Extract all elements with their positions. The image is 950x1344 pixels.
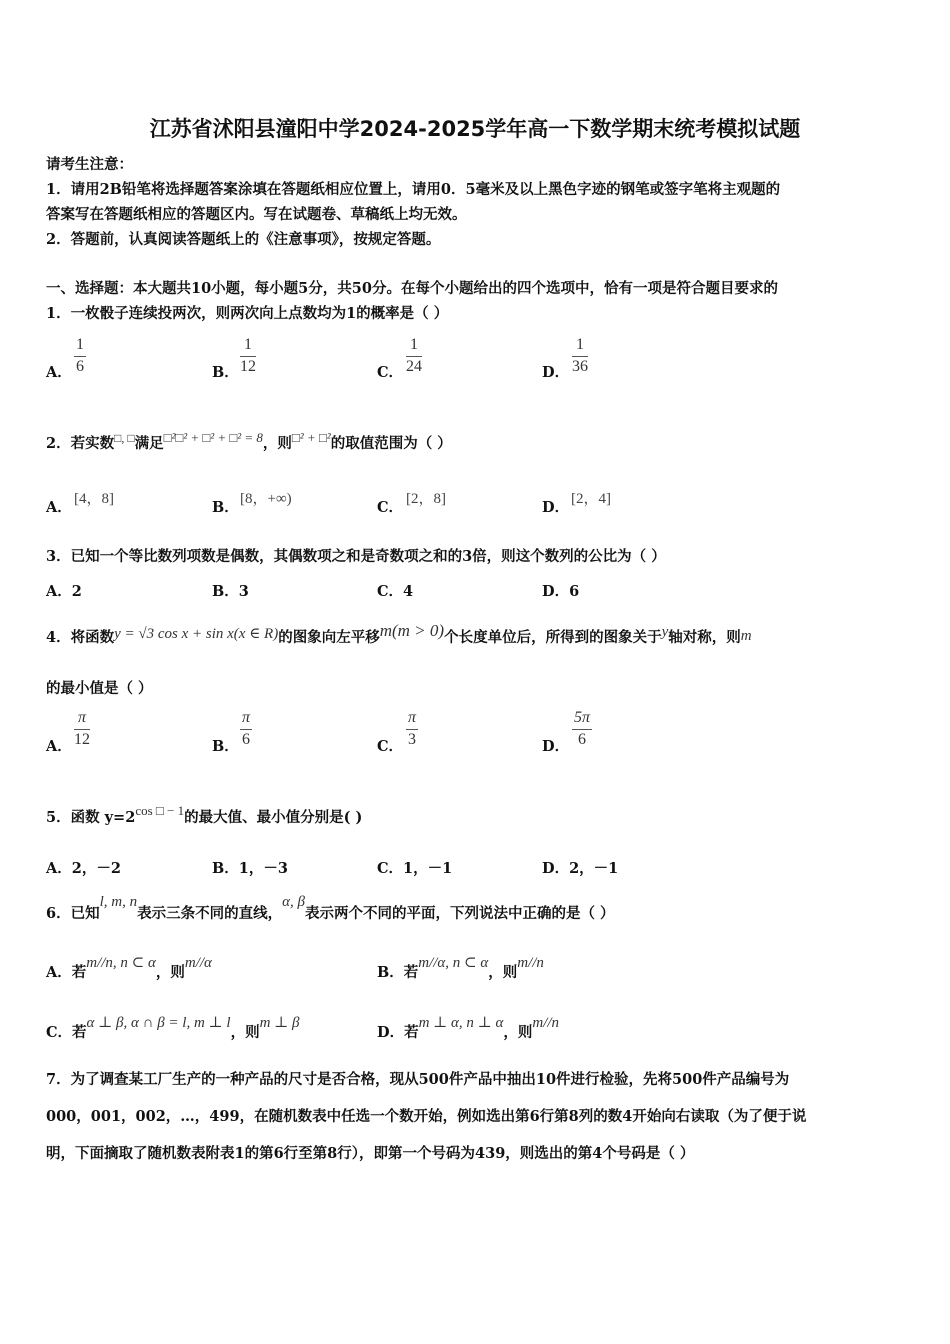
q1-option-d-label: D． [542,364,570,381]
q4-option-b-label: B． [212,738,239,755]
q3-option-a: A．2 [46,583,82,600]
q4-axis: y [661,624,669,640]
question-7-line-1: 7．为了调查某工厂生产的一种产品的尺寸是否合格，现从500件产品中抽出10件进行检验，先将500件产品编号为 [46,1071,790,1088]
page-title: 江苏省沭阳县潼阳中学2024-2025学年高一下数学期末统考模拟试题 [149,117,801,141]
q3-option-b: B．3 [212,583,249,600]
q4-shift: m(m > 0) [379,621,445,640]
q2-option-d-value: [2，4] [571,491,611,507]
question-7-line-3: 明，下面摘取了随机数表附表1的第6行至第8行），即第一个号码为439，则选出的第4个号码是（ ） [46,1145,695,1162]
q1-option-a-label: A． [46,364,72,381]
q6-option-a: A．若m//n, n ⊂ α，则m//α [46,955,212,981]
question-5-stem: 5．函数 y=2cos □ − 1的最大值、最小值分别是( ) [46,803,363,826]
q4-function: y = √3 cos x + sin x(x ∈ R) [114,626,279,642]
q4-option-c-label: C． [377,738,404,755]
question-2-stem: 2．若实数□, □满足□²□² + □² + □² = 8，则□² + □²的取值范围为（ ） [46,430,452,452]
q4-option-a-label: A． [46,738,72,755]
notice-item-1-line-1: 1．请用2B铅笔将选择题答案涂填在答题纸相应位置上，请用0．5毫米及以上黑色字迹的钢笔或签字笔将主观题的 [46,181,781,198]
q6-lines: l, m, n [99,894,138,910]
q2-expression: □² + □² [291,430,331,445]
q2-variables: □, □ [114,431,135,445]
notice-item-2: 2．答题前，认真阅读答题纸上的《注意事项》，按规定答题。 [46,231,441,248]
q2-condition: □²□² + □² + □² = 8 [163,430,263,445]
notice-heading: 请考生注意： [46,156,133,173]
q1-option-d-fraction: $\frac{1}{36}$ [572,336,588,375]
q2-option-b-label: B． [212,499,239,516]
question-7-line-2: 000，001，002，…，499，在随机数表中任选一个数开始，例如选出第6行第8列的数4开始向右读取（为了便于说 [46,1108,807,1125]
q4-option-a-fraction: $\frac{\pi}{12}$ [74,709,90,748]
q6-option-d: D．若m ⊥ α, n ⊥ α，则m//n [377,1015,560,1041]
section-heading: 一、选择题：本大题共10小题，每小题5分，共50分。在每个小题给出的四个选项中，恰有一项是符合题目要求的 [46,280,778,297]
q5-option-c: C．1，－1 [377,860,453,877]
q2-option-c-value: [2，8] [406,491,446,507]
q2-option-a-value: [4，8] [74,491,114,507]
q2-option-b-value: [8，+∞) [240,491,292,507]
q3-option-c: C．4 [377,583,414,600]
q4-option-b-fraction: $\frac{\pi}{6}$ [242,709,251,748]
question-4-stem-line-2: 的最小值是（ ） [46,680,153,697]
question-1-stem: 1．一枚骰子连续投两次，则两次向上点数均为1的概率是（ ） [46,305,449,322]
q5-option-a: A．2，－2 [46,860,121,877]
q5-option-b: B．1，－3 [212,860,288,877]
q6-option-c: C．若α ⊥ β, α ∩ β = l, m ⊥ l，则m ⊥ β [46,1015,300,1041]
q4-option-d-fraction: $\frac{5\pi}{6}$ [574,709,591,748]
q2-option-d-label: D． [542,499,570,516]
notice-item-1-line-2: 答案写在答题纸相应的答题区内。写在试题卷、草稿纸上均无效。 [46,206,467,223]
question-4-stem: 4．将函数y = √3 cos x + sin x(x ∈ R)的图象向左平移m(m > 0)个长度单位后，所得到的图象关于y轴对称，则m [46,621,752,646]
q3-option-d: D．6 [542,583,580,600]
q4-var-m: m [740,628,752,644]
q5-exponent: cos □ − 1 [135,803,185,818]
q1-option-c-label: C． [377,364,404,381]
q1-option-b-label: B． [212,364,239,381]
q4-option-d-label: D． [542,738,570,755]
q2-option-a-label: A． [46,499,72,516]
q6-option-b: B．若m//α, n ⊂ α，则m//n [377,955,544,981]
q1-option-a-fraction: $\frac{1}{6}$ [76,336,84,375]
q1-option-c-fraction: $\frac{1}{24}$ [406,336,422,375]
q4-option-c-fraction: $\frac{\pi}{3}$ [408,709,417,748]
q2-option-c-label: C． [377,499,404,516]
question-3-stem: 3．已知一个等比数列项数是偶数，其偶数项之和是奇数项之和的3倍，则这个数列的公比为（ ） [46,548,666,565]
q1-option-b-fraction: $\frac{1}{12}$ [240,336,256,375]
question-6-stem: 6．已知l, m, n表示三条不同的直线，α, β表示两个不同的平面，下列说法中正确的是（ ） [46,894,615,922]
q6-planes: α, β [282,894,305,910]
q5-option-d: D．2，－1 [542,860,619,877]
